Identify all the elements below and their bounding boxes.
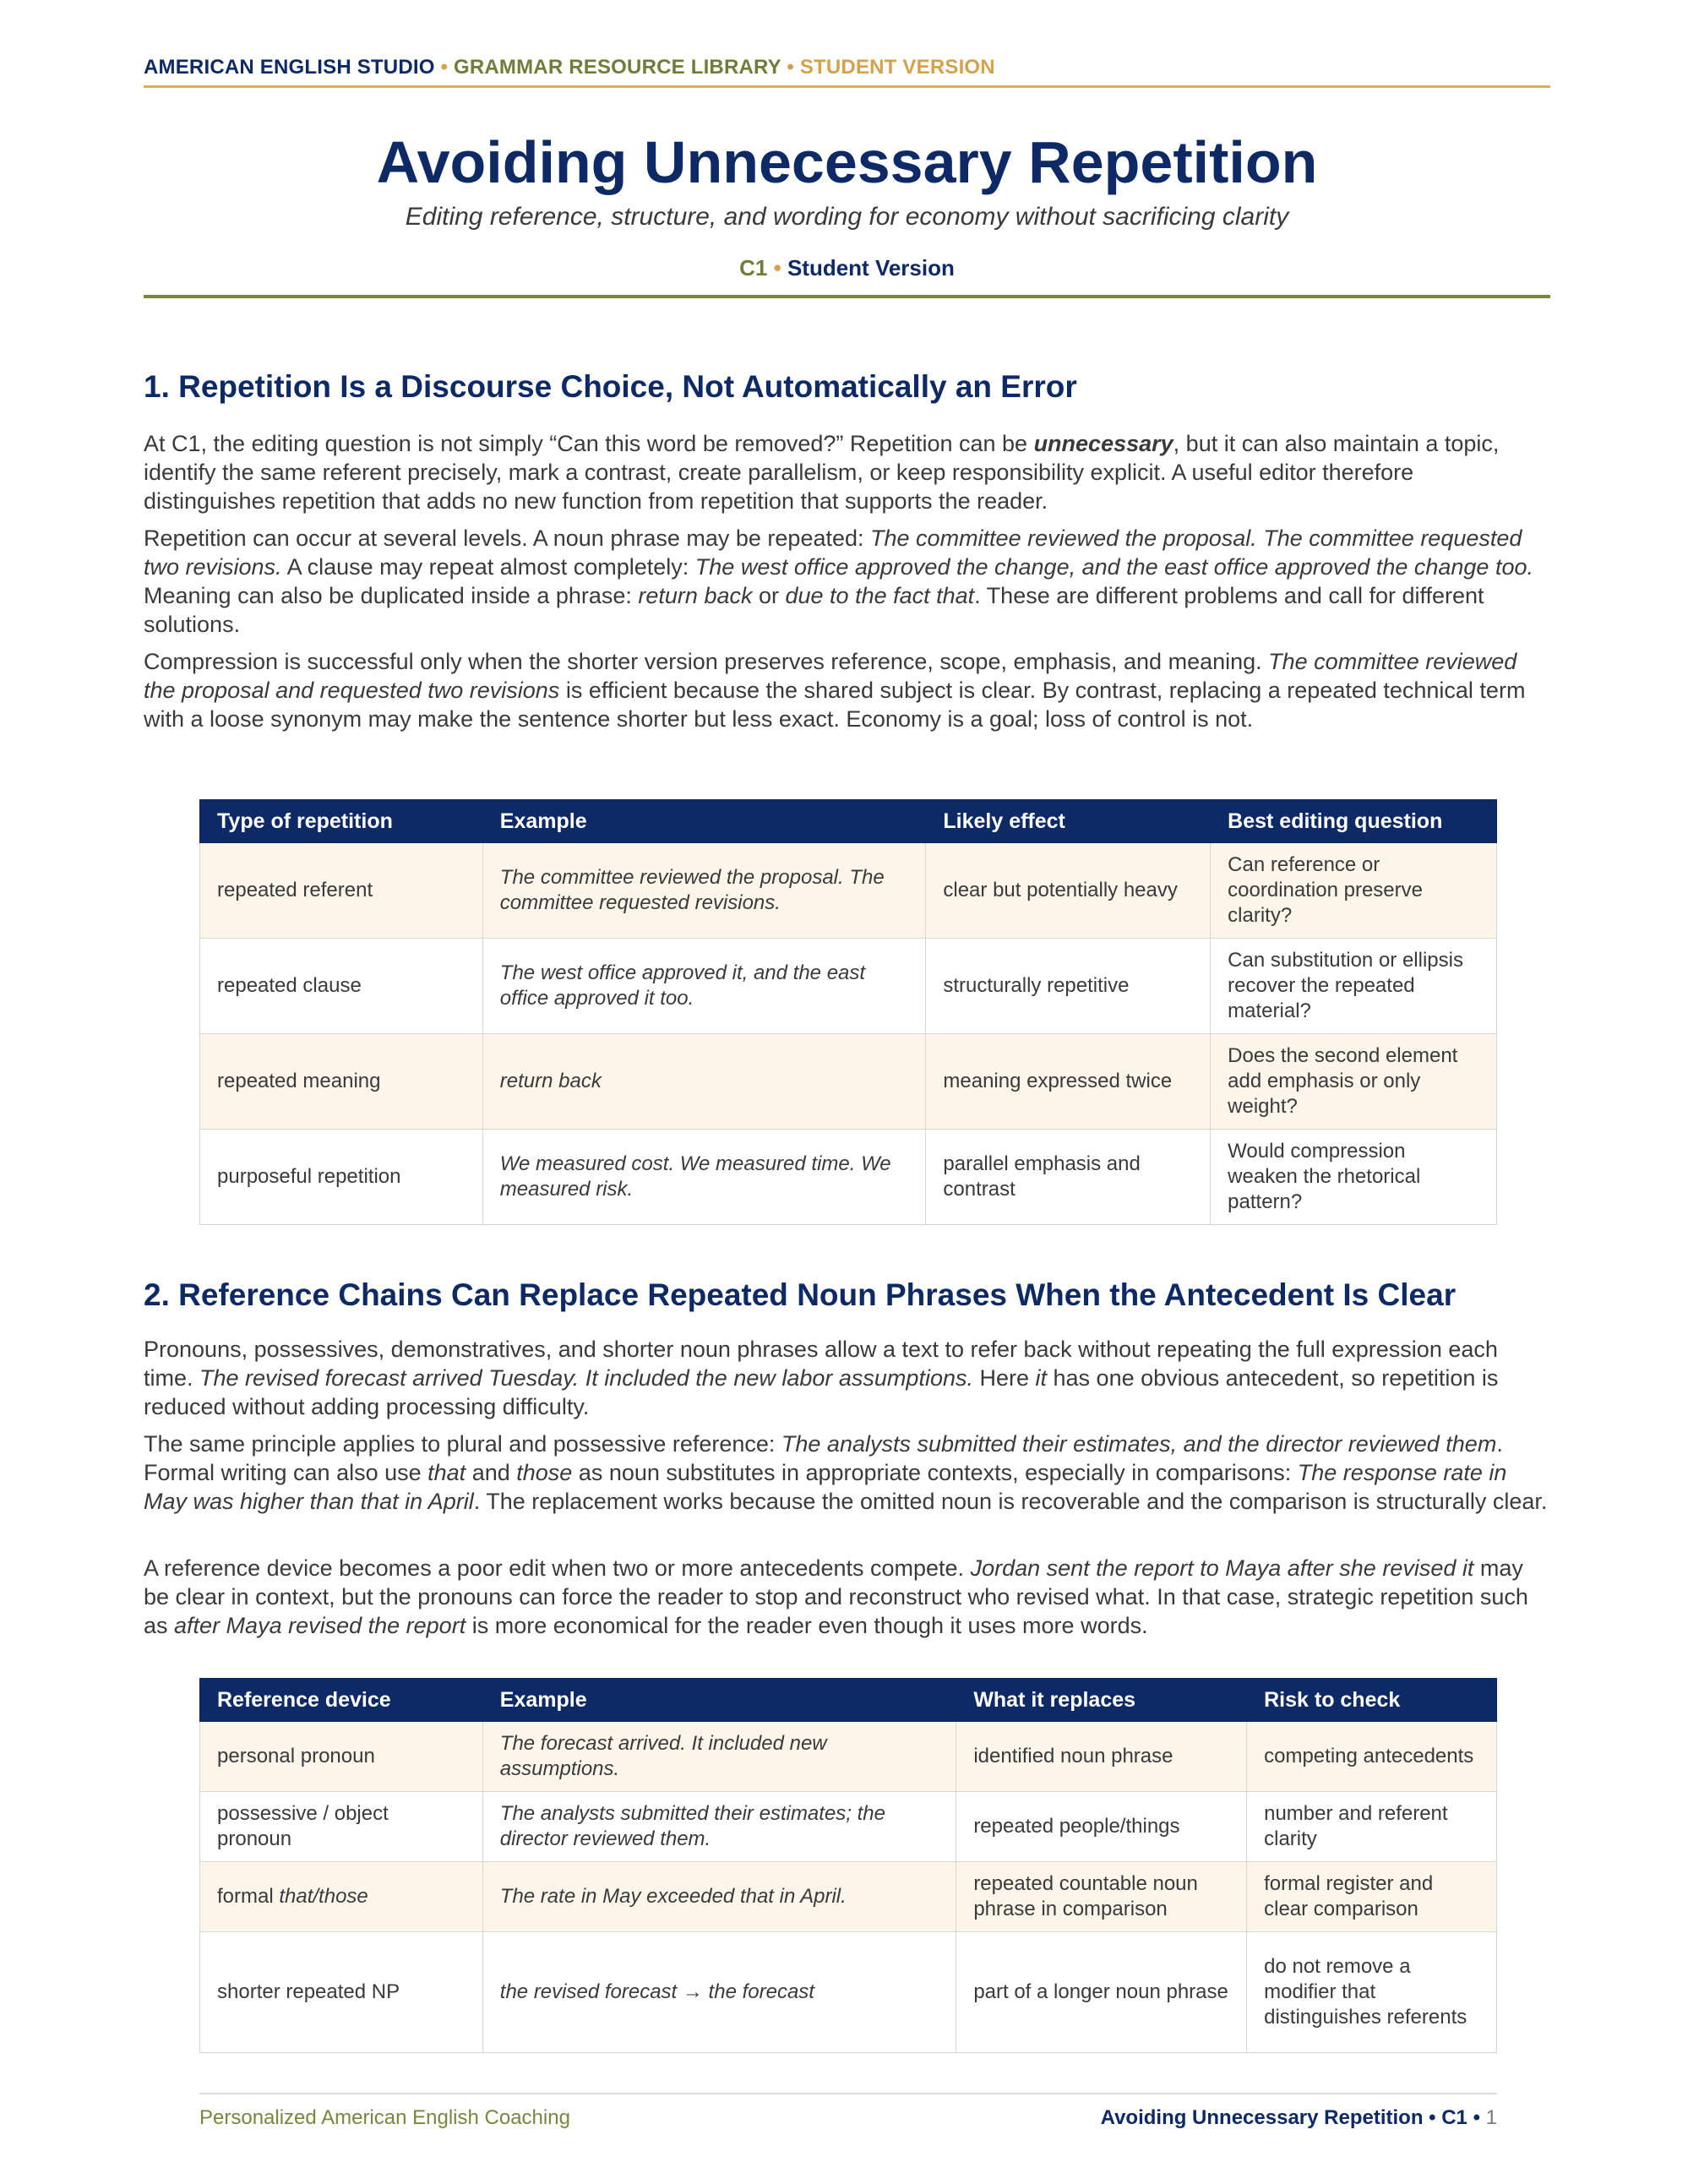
table-row (200, 1130, 1497, 1225)
text-run: Here (972, 1365, 1036, 1391)
table-row (200, 1034, 1497, 1130)
reference-devices-table (199, 1678, 1497, 2053)
section-2-paragraph-3 (144, 1554, 1550, 1640)
table-cell-example: return back (482, 1034, 926, 1130)
table-cell: meaning expressed twice (926, 1034, 1211, 1130)
table-cell: possessive / object pronoun (200, 1792, 483, 1862)
section-2-paragraph-1 (144, 1335, 1550, 1421)
text-run: Meaning can also be duplicated inside a phrase: (144, 583, 639, 608)
header-bar (144, 56, 1550, 79)
level-line (144, 255, 1550, 281)
header-separator: • (440, 56, 449, 79)
section-1-heading: 1. Repetition Is a Discourse Choice, Not Automatically an Error (144, 369, 1077, 404)
table-cell: number and referent clarity (1247, 1792, 1497, 1862)
example-text: The response rate in May was higher than that in April (144, 1460, 1507, 1514)
text-run: is more economical for the reader even though it uses more words. (466, 1613, 1148, 1638)
example-text: due to the fact that (785, 583, 975, 608)
text-run: Pronouns, possessives, demonstratives, and shorter noun phrases allow a text to refer back without repeating the full expression each time. (144, 1337, 1498, 1391)
table-cell: Would compression weaken the rhetorical pattern? (1211, 1130, 1497, 1225)
text-run: is efficient because the shared subject is clear. By contrast, replacing a repeated technical term with a loose synonym may make the sentence shorter but less exact. Economy is a goal; loss of control is not. (144, 678, 1526, 732)
table-cell: part of a longer noun phrase (956, 1932, 1247, 2053)
table-row (200, 1862, 1497, 1932)
table-header-cell: Example (482, 800, 926, 843)
table-cell-example: The west office approved it, and the east office approved it too. (482, 939, 926, 1034)
brand-name: AMERICAN ENGLISH STUDIO (144, 56, 435, 79)
table-header-cell: Risk to check (1247, 1679, 1497, 1722)
table-cell-example: The analysts submitted their estimates; the director reviewed them. (482, 1792, 956, 1862)
table-cell: structurally repetitive (926, 939, 1211, 1034)
table-header-cell: Best editing question (1211, 800, 1497, 843)
text-run-emphasis: unnecessary (1033, 431, 1173, 456)
footer-tagline: Personalized American English Coaching (199, 2106, 570, 2129)
table-cell: shorter repeated NP (200, 1932, 483, 2053)
table-cell: formal register and clear comparison (1247, 1862, 1497, 1932)
example-text: that (427, 1460, 466, 1485)
library-name: GRAMMAR RESOURCE LIBRARY (453, 56, 781, 79)
text-run: . The replacement works because the omitted noun is recoverable and the comparison is structurally clear. (473, 1489, 1548, 1514)
table-cell: repeated countable noun phrase in comparison (956, 1862, 1247, 1932)
text-run: or (752, 583, 786, 608)
example-text: those (516, 1460, 573, 1485)
table-cell-example: the revised forecast → the forecast (482, 1932, 956, 2053)
table-cell: repeated referent (200, 843, 483, 939)
example-text: after Maya revised the report (174, 1613, 466, 1638)
table-cell: repeated meaning (200, 1034, 483, 1130)
table-cell-example: We measured cost. We measured time. We measured risk. (482, 1130, 926, 1225)
title-divider (144, 295, 1550, 298)
table-cell: purposeful repetition (200, 1130, 483, 1225)
table-header-cell: What it replaces (956, 1679, 1247, 1722)
text-run: as noun substitutes in appropriate contexts, especially in comparisons: (572, 1460, 1298, 1485)
table-cell: Can reference or coordination preserve clarity? (1211, 843, 1497, 939)
table-row (200, 1722, 1497, 1792)
example-text: The committee reviewed the proposal and requested two revisions (144, 649, 1517, 703)
footer-doc-title: Avoiding Unnecessary Repetition • C1 • (1100, 2106, 1480, 2129)
table-cell-example: The rate in May exceeded that in April. (482, 1862, 956, 1932)
section-2-paragraph-2 (144, 1430, 1550, 1516)
page-number: 1 (1485, 2106, 1497, 2129)
level-label: Student Version (787, 255, 955, 280)
footer-divider (199, 2093, 1497, 2094)
text-run: and (466, 1460, 517, 1485)
text-run: . These are different problems and call for different solutions. (144, 583, 1484, 637)
example-text: The revised forecast arrived Tuesday. It included the new labor assumptions. (199, 1365, 973, 1391)
table-header-cell: Type of repetition (200, 800, 483, 843)
table-cell: clear but potentially heavy (926, 843, 1211, 939)
example-text: that/those (279, 1885, 368, 1908)
table-cell-example: The committee reviewed the proposal. The committee requested revisions. (482, 843, 926, 939)
table-cell: Can substitution or ellipsis recover the repeated material? (1211, 939, 1497, 1034)
text-run: At C1, the editing question is not simply “Can this word be removed?” Repetition can be (144, 431, 1034, 456)
table-cell: repeated clause (200, 939, 483, 1034)
text-run: , but it can also maintain a topic, identify the same referent precisely, mark a contrast, create parallelism, or keep responsibility explicit. A useful editor therefore distinguishes repetition that adds no new function from repetition that supports the reader. (144, 431, 1500, 514)
example-text: return back (638, 583, 753, 608)
table-cell: personal pronoun (200, 1722, 483, 1792)
table-header-cell: Likely effect (926, 800, 1211, 843)
table-cell: do not remove a modifier that distinguishes referents (1247, 1932, 1497, 2053)
table-row (200, 1792, 1497, 1862)
example-text: Jordan sent the report to Maya after she revised it (970, 1555, 1474, 1581)
example-text: The committee reviewed the proposal. The committee requested two revisions. (144, 526, 1522, 580)
example-text: The west office approved the change, and the east office approved the change too. (694, 554, 1533, 580)
example-text: it (1035, 1365, 1048, 1391)
table-row (200, 939, 1497, 1034)
level-code: C1 (739, 255, 768, 280)
section-1-paragraph-3 (144, 647, 1550, 733)
header-separator: • (787, 56, 794, 79)
section-2-heading: 2. Reference Chains Can Replace Repeated Noun Phrases When the Antecedent Is Clear (144, 1277, 1457, 1312)
table-row (200, 843, 1497, 939)
table-header-row (200, 800, 1497, 843)
text-run: Repetition can occur at several levels. A noun phrase may be repeated: (144, 526, 871, 551)
level-separator: • (773, 255, 781, 280)
footer-doc-info (1101, 2106, 1497, 2130)
table-cell: parallel emphasis and contrast (926, 1130, 1211, 1225)
table-cell: repeated people/things (956, 1792, 1247, 1862)
section-1-paragraph-2 (144, 524, 1550, 639)
table-cell: competing antecedents (1247, 1722, 1497, 1792)
table-header-row (200, 1679, 1497, 1722)
page-subtitle: Editing reference, structure, and wording for economy without sacrificing clarity (405, 203, 1289, 231)
header-divider (144, 85, 1550, 88)
text-run: . Formal writing can also use (144, 1431, 1503, 1485)
table-cell-example: The forecast arrived. It included new assumptions. (482, 1722, 956, 1792)
table-row (200, 1932, 1497, 2053)
page-title: Avoiding Unnecessary Repetition (376, 129, 1318, 195)
example-text: The analysts submitted their estimates, and the director reviewed them (781, 1431, 1497, 1457)
table-header-cell: Reference device (200, 1679, 483, 1722)
table-header-cell: Example (482, 1679, 956, 1722)
text-run: may be clear in context, but the pronouns can force the reader to stop and reconstruct who revised what. In that case, strategic repetition such as (144, 1555, 1528, 1638)
text-run: Compression is successful only when the shorter version preserves reference, scope, emphasis, and meaning. (144, 649, 1269, 674)
table-cell: Does the second element add emphasis or only weight? (1211, 1034, 1497, 1130)
text-run: A clause may repeat almost completely: (281, 554, 695, 580)
table-cell (200, 1862, 483, 1932)
version-label: STUDENT VERSION (799, 56, 995, 79)
repetition-types-table (199, 799, 1497, 1225)
section-1-paragraph-1 (144, 429, 1550, 515)
text-run: A reference device becomes a poor edit when two or more antecedents compete. (144, 1555, 971, 1581)
text-run: has one obvious antecedent, so repetition is reduced without adding processing difficulty. (144, 1365, 1499, 1419)
text-run: formal (217, 1885, 280, 1908)
table-cell: identified noun phrase (956, 1722, 1247, 1792)
text-run: The same principle applies to plural and possessive reference: (144, 1431, 781, 1457)
